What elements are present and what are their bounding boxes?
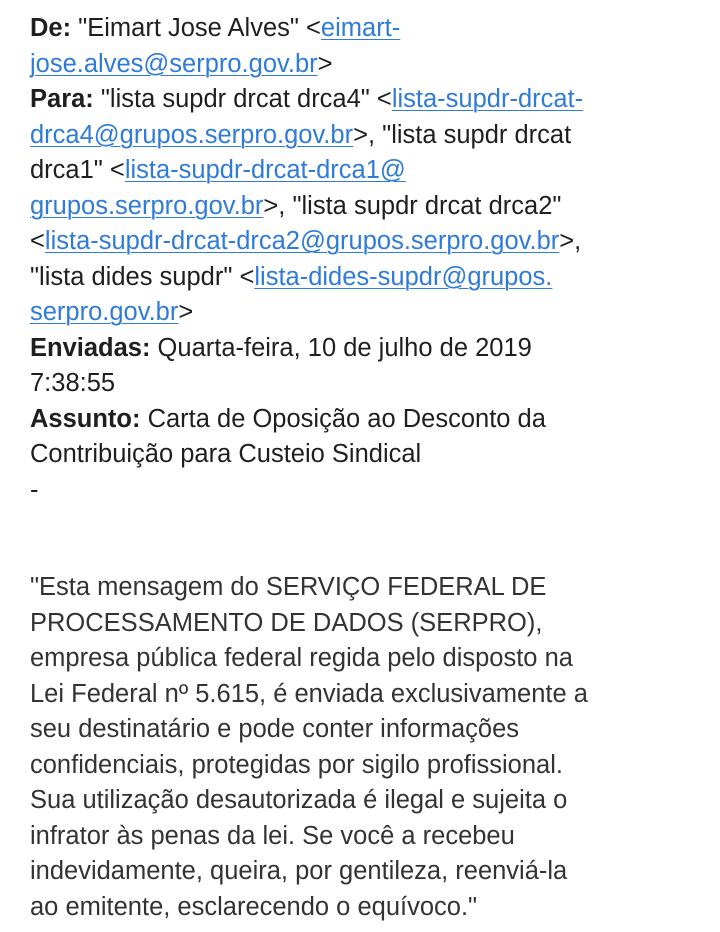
to-recipient-4-email-link[interactable]: lista-dides-supdr@grupos.: [254, 262, 553, 291]
to-recipient-1-name: "lista supdr drcat drca4" <: [93, 85, 392, 113]
subject-line-cont: [30, 437, 690, 473]
from-label: De:: [30, 14, 72, 42]
disclaimer-line: infrator às penas da lei. Se você a recebeu: [30, 821, 515, 850]
to-label: Para:: [30, 85, 94, 113]
subject-label: Assunto:: [30, 404, 141, 433]
from-line: [30, 11, 690, 47]
to-recipient-2-email-link-cont[interactable]: grupos.serpro.gov.br: [30, 191, 264, 220]
to-line-2: [30, 118, 690, 154]
disclaimer-line: PROCESSAMENTO DE DADOS (SERPRO),: [30, 608, 543, 637]
to-recipient-1-email-link-cont[interactable]: drca4@grupos.serpro.gov.br: [30, 120, 354, 149]
to-recipient-2-name-cont: drca1" <: [30, 156, 125, 184]
to-recipient-3-close: >,: [559, 227, 582, 255]
sent-line: [30, 331, 690, 367]
to-line-4: [30, 189, 690, 225]
subject-line: [30, 402, 690, 438]
disclaimer-line: "Esta mensagem do SERVIÇO FEDERAL DE: [30, 573, 547, 601]
to-recipient-3-email-link[interactable]: lista-supdr-drcat-drca2@grupos.serpro.gov.br: [44, 227, 560, 255]
disclaimer-line: indevidamente, queira, por gentileza, reenviá-la: [30, 857, 568, 885]
disclaimer-line: ao emitente, esclarecendo o equívoco.": [30, 892, 478, 921]
disclaimer-line: Lei Federal nº 5.615, é enviada exclusivamente a: [30, 679, 588, 708]
sent-date: Quarta-feira, 10 de julho de 2019: [150, 333, 532, 362]
to-recipient-1-email-link[interactable]: lista-supdr-drcat-: [391, 85, 584, 113]
to-line-6: [30, 260, 690, 296]
to-line: [30, 82, 690, 118]
sent-time: 7:38:55: [30, 369, 116, 397]
to-recipient-4-email-link-cont[interactable]: serpro.gov.br: [30, 298, 179, 326]
sent-time-line: [30, 366, 690, 402]
to-recipient-3-name: >, "lista supdr drcat drca2": [263, 191, 562, 220]
from-line-cont: [30, 47, 690, 83]
email-header: [30, 11, 690, 508]
disclaimer-line: confidenciais, protegidas por sigilo profissional.: [30, 750, 563, 779]
from-close: >: [317, 49, 333, 78]
to-line-3: [30, 153, 690, 189]
subject-text-cont: Contribuição para Custeio Sindical: [30, 440, 422, 468]
disclaimer-line: seu destinatário e pode conter informações: [30, 715, 520, 743]
from-name: "Eimart Jose Alves" <: [71, 14, 321, 42]
to-recipient-4-close: >: [178, 298, 194, 326]
to-recipient-4-name: "lista dides supdr" <: [30, 262, 255, 291]
to-recipient-2-name: >, "lista supdr drcat: [353, 120, 572, 149]
to-line-7: [30, 295, 690, 331]
from-email-link[interactable]: eimart-: [320, 14, 401, 42]
from-email-link-cont[interactable]: jose.alves@serpro.gov.br: [30, 49, 318, 78]
disclaimer-line: empresa pública federal regida pelo disposto na: [30, 644, 573, 672]
subject-text: Carta de Oposição ao Desconto da: [140, 404, 546, 433]
sent-label: Enviadas:: [30, 333, 151, 362]
disclaimer: [30, 570, 700, 925]
disclaimer-line: Sua utilização desautorizada é ilegal e sujeita o: [30, 786, 568, 814]
to-recipient-2-email-link[interactable]: lista-supdr-drcat-drca1@: [124, 156, 406, 184]
to-recipient-3-open: <: [30, 227, 45, 255]
to-line-5: [30, 224, 690, 260]
separator: -: [30, 475, 39, 504]
